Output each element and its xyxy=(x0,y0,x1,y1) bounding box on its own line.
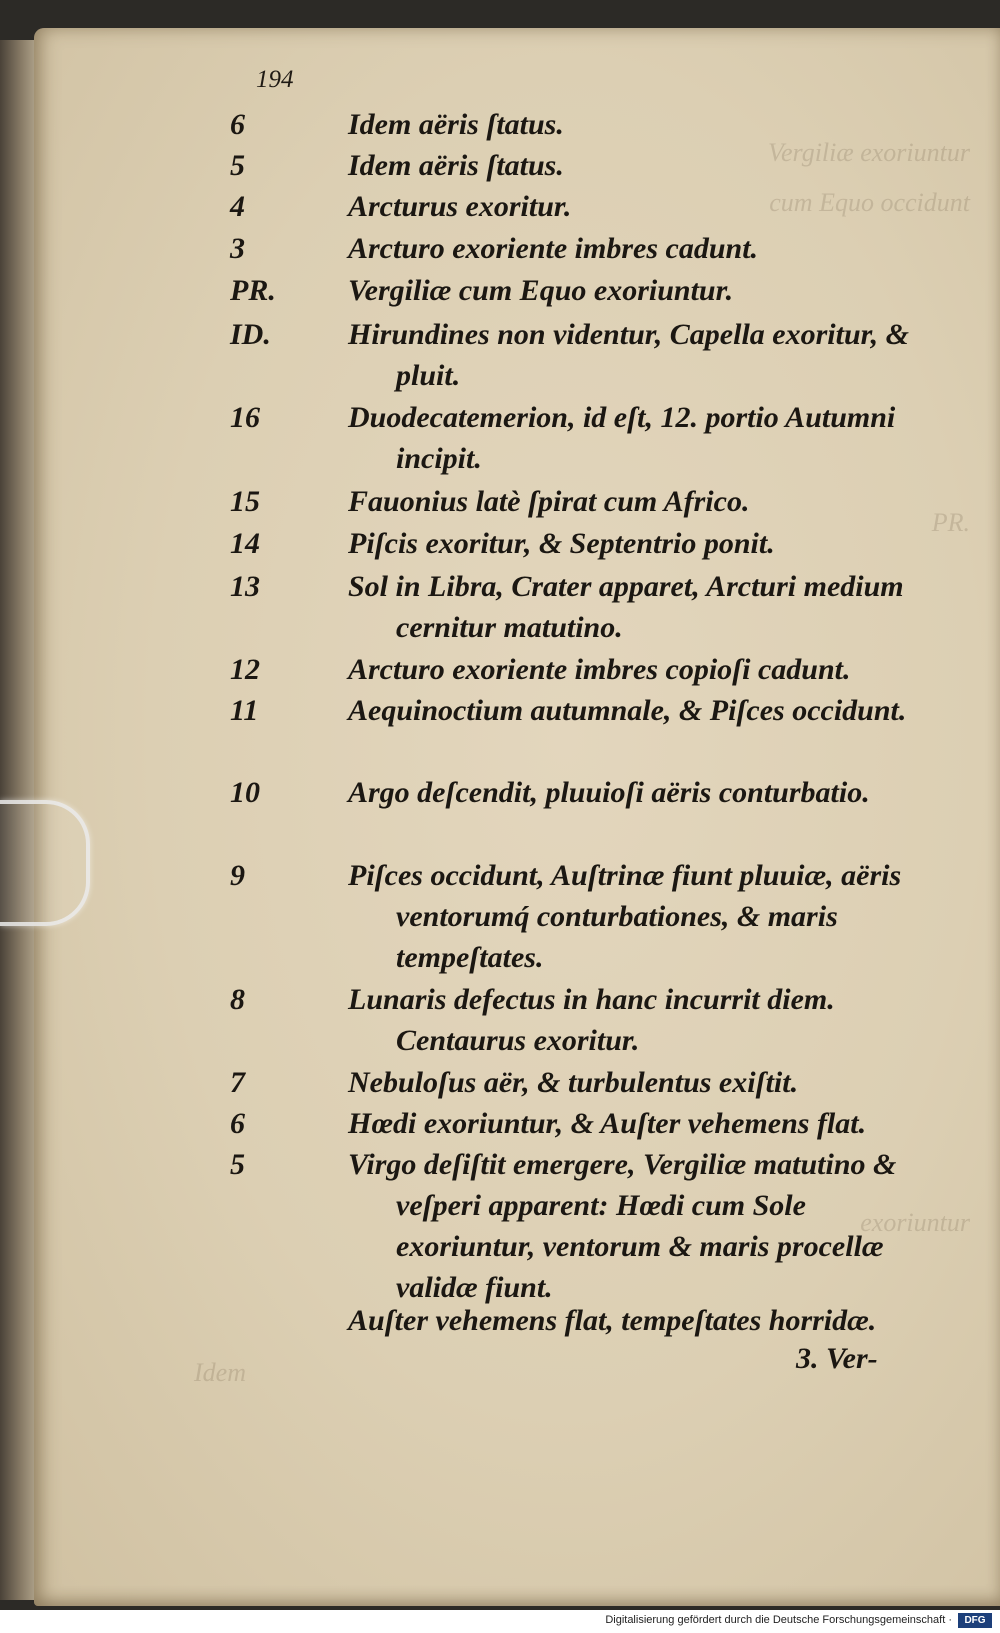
entry-day: ID. xyxy=(230,318,271,351)
bleed-through-text: exoriuntur xyxy=(860,1208,970,1237)
entry-day: 10 xyxy=(230,776,260,809)
entry-day: 9 xyxy=(230,859,245,892)
entry-text: Piſces occidunt, Auſtrinæ fiunt pluuiæ, aëris ventorumq́ conturbationes, & maris tempeſtates. xyxy=(348,859,902,974)
entry-text: Piſcis exoritur, & Septentrio ponit. xyxy=(348,527,775,560)
calendar-entry xyxy=(230,145,910,186)
calendar-entry xyxy=(230,523,910,564)
entry-text: Arcturo exoriente imbres cadunt. xyxy=(348,232,759,265)
entry-day: PR. xyxy=(230,274,276,307)
entry-day: 15 xyxy=(230,485,260,518)
calendar-entry xyxy=(230,1103,910,1144)
dfg-logo: DFG xyxy=(958,1613,992,1628)
entry-text: Nebuloſus aër, & turbulentus exiſtit. xyxy=(348,1066,799,1099)
entry-text: Idem aëris ſtatus. xyxy=(348,108,564,141)
bleed-through-text: cum Equo occidunt xyxy=(769,188,970,217)
entry-text: Fauonius latè ſpirat cum Africo. xyxy=(348,485,750,518)
calendar-entry xyxy=(230,1062,910,1103)
calendar-entry xyxy=(230,397,910,479)
entry-day: 12 xyxy=(230,653,260,686)
entry-text: Aequinoctium autumnale, & Piſces occidunt. xyxy=(348,694,907,727)
entry-text: Virgo deſiſtit emergere, Vergiliæ matutino & veſperi apparent: Hœdi cum Sole exoriuntur, ventorum & maris procellæ validæ fiunt. xyxy=(348,1148,897,1304)
entry-day: 14 xyxy=(230,527,260,560)
entry-day: 16 xyxy=(230,401,260,434)
calendar-entry xyxy=(230,228,910,269)
entry-text: Lunaris defectus in hanc incurrit diem. Centaurus exoritur. xyxy=(348,983,835,1057)
bleed-through-text: Vergiliæ exoriuntur xyxy=(768,138,970,167)
catchword: 3. Ver- xyxy=(796,1342,878,1375)
entry-text: Duodecatemerion, id eſt, 12. portio Autumni incipit. xyxy=(348,401,896,475)
entry-day: 4 xyxy=(230,190,245,223)
funding-credit: Digitalisierung gefördert durch die Deutsche Forschungsgemeinschaft · xyxy=(605,1614,952,1626)
calendar-entry xyxy=(230,270,910,311)
entry-text: Arcturo exoriente imbres copioſi cadunt. xyxy=(348,653,851,686)
calendar-entry xyxy=(230,314,910,396)
bleed-through-text: Idem xyxy=(194,1358,246,1387)
footer-bar xyxy=(0,1610,1000,1633)
entry-day: 7 xyxy=(230,1066,245,1099)
page-number: 194 xyxy=(256,66,294,93)
entry-text: Idem aëris ſtatus. xyxy=(348,149,564,182)
calendar-entry xyxy=(230,690,910,731)
entry-day: 6 xyxy=(230,1107,245,1140)
entry-text: Arcturus exoritur. xyxy=(348,190,572,223)
calendar-entry xyxy=(230,772,910,813)
entry-text: Auſter vehemens flat, tempeſtates horridæ. xyxy=(348,1304,877,1337)
calendar-entry xyxy=(230,1144,910,1308)
calendar-entry xyxy=(230,104,910,145)
entry-text: Hœdi exoriuntur, & Auſter vehemens flat. xyxy=(348,1107,867,1140)
entry-day: 8 xyxy=(230,983,245,1016)
calendar-entry xyxy=(230,649,910,690)
entry-day: 6 xyxy=(230,108,245,141)
calendar-entry xyxy=(230,979,910,1061)
entry-day: 3 xyxy=(230,232,245,265)
transparent-page-clip xyxy=(0,800,90,926)
calendar-entry xyxy=(230,855,910,978)
calendar-entry xyxy=(230,566,910,648)
entry-text: Sol in Libra, Crater apparet, Arcturi medium cernitur matutino. xyxy=(348,570,904,644)
entry-day: 11 xyxy=(230,694,259,727)
entry-day: 5 xyxy=(230,149,245,182)
entry-text: Hirundines non videntur, Capella exoritur, & pluit. xyxy=(348,318,909,392)
calendar-entry xyxy=(230,1300,910,1341)
entry-text: Argo deſcendit, pluuioſi aëris conturbatio. xyxy=(348,776,870,809)
entry-day: 5 xyxy=(230,1148,245,1181)
bleed-through-text: PR. xyxy=(931,508,970,537)
entry-day: 13 xyxy=(230,570,260,603)
entry-text: Vergiliæ cum Equo exoriuntur. xyxy=(348,274,734,307)
calendar-entry xyxy=(230,481,910,522)
calendar-entry xyxy=(230,186,910,227)
